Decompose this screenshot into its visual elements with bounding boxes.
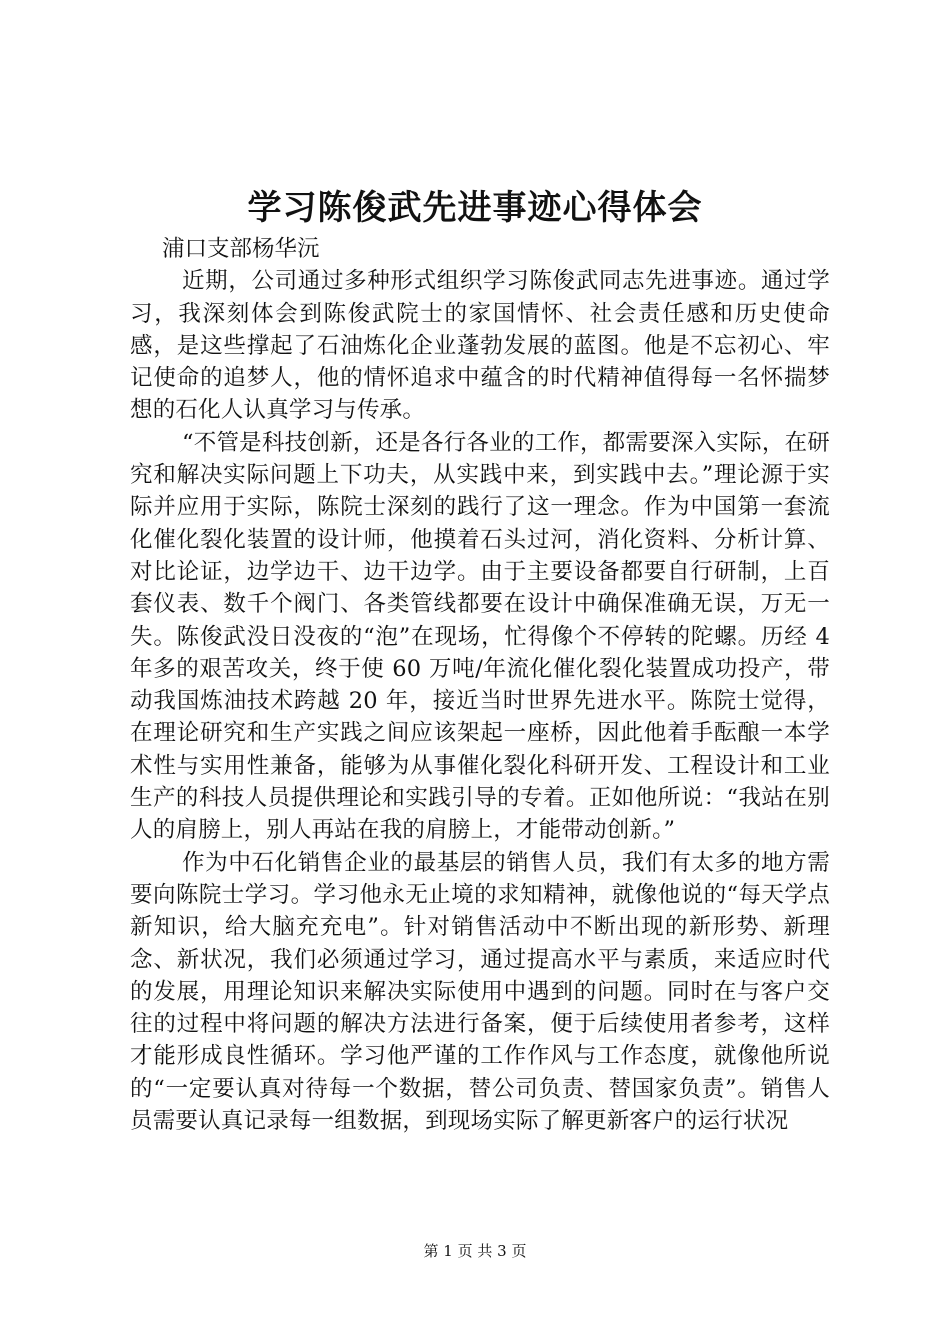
- paragraph-2: “不管是科技创新，还是各行各业的工作，都需要深入实际，在研究和解决实际问题上下功夫，从实践中来，到实践中去。”理论源于实际并应用于实际，陈院士深刻的践行了这一理念。作为中国第一套流化催化裂化装置的设计师，他摸着石头过河，消化资料、分析计算、对比论证，边学边干、边干边学。由于主要设备都要自行研制，上百套仪表、数千个阀门、各类管线都要在设计中确保准确无误，万无一失。陈俊武没日没夜的“泡”在现场，忙得像个不停转的陀螺。历经 4 年多的艰苦攻关，终于使 60 万吨/年流化催化裂化装置成功投产，带动我国炼油技术跨越 20 年，接近当时世界先进水平。陈院士觉得，在理论研究和生产实践之间应该架起一座桥，因此他着手酝酿一本学术性与实用性兼备，能够为从事催化裂化科研开发、工程设计和工业生产的科技人员提供理论和实践引导的专着。正如他所说：“我站在别人的肩膀上，别人再站在我的肩膀上，才能带动创新。”: [130, 429, 830, 844]
- document-title: 学习陈俊武先进事迹心得体会: [247, 188, 703, 228]
- paragraph-3: 作为中石化销售企业的最基层的销售人员，我们有太多的地方需要向陈院士学习。学习他永无止境的求知精神，就像他说的“每天学点新知识，给大脑充充电”。针对销售活动中不断出现的新形势、新理念、新状况，我们必须通过学习，通过提高水平与素质，来适应时代的发展，用理论知识来解决实际使用中遇到的问题。同时在与客户交往的过程中将问题的解决方法进行备案，便于后续使用者参考，这样才能形成良性循环。学习他严谨的工作作风与工作态度，就像他所说的“一定要认真对待每一个数据，替公司负责、替国家负责”。销售人员需要认真记录每一组数据，到现场实际了解更新客户的运行状况: [130, 849, 830, 1135]
- author-line: 浦口支部杨华沅: [162, 236, 320, 262]
- document-body: [130, 233, 830, 1137]
- page-footer: 第 1 页 共 3 页: [423, 1242, 527, 1260]
- paragraph-1: 近期，公司通过多种形式组织学习陈俊武同志先进事迹。通过学习，我深刻体会到陈俊武院士的家国情怀、社会责任感和历史使命感，是这些撑起了石油炼化企业蓬勃发展的蓝图。他是不忘初心、牢记使命的追梦人，他的情怀追求中蕴含的时代精神值得每一名怀揣梦想的石化人认真学习与传承。: [130, 268, 830, 424]
